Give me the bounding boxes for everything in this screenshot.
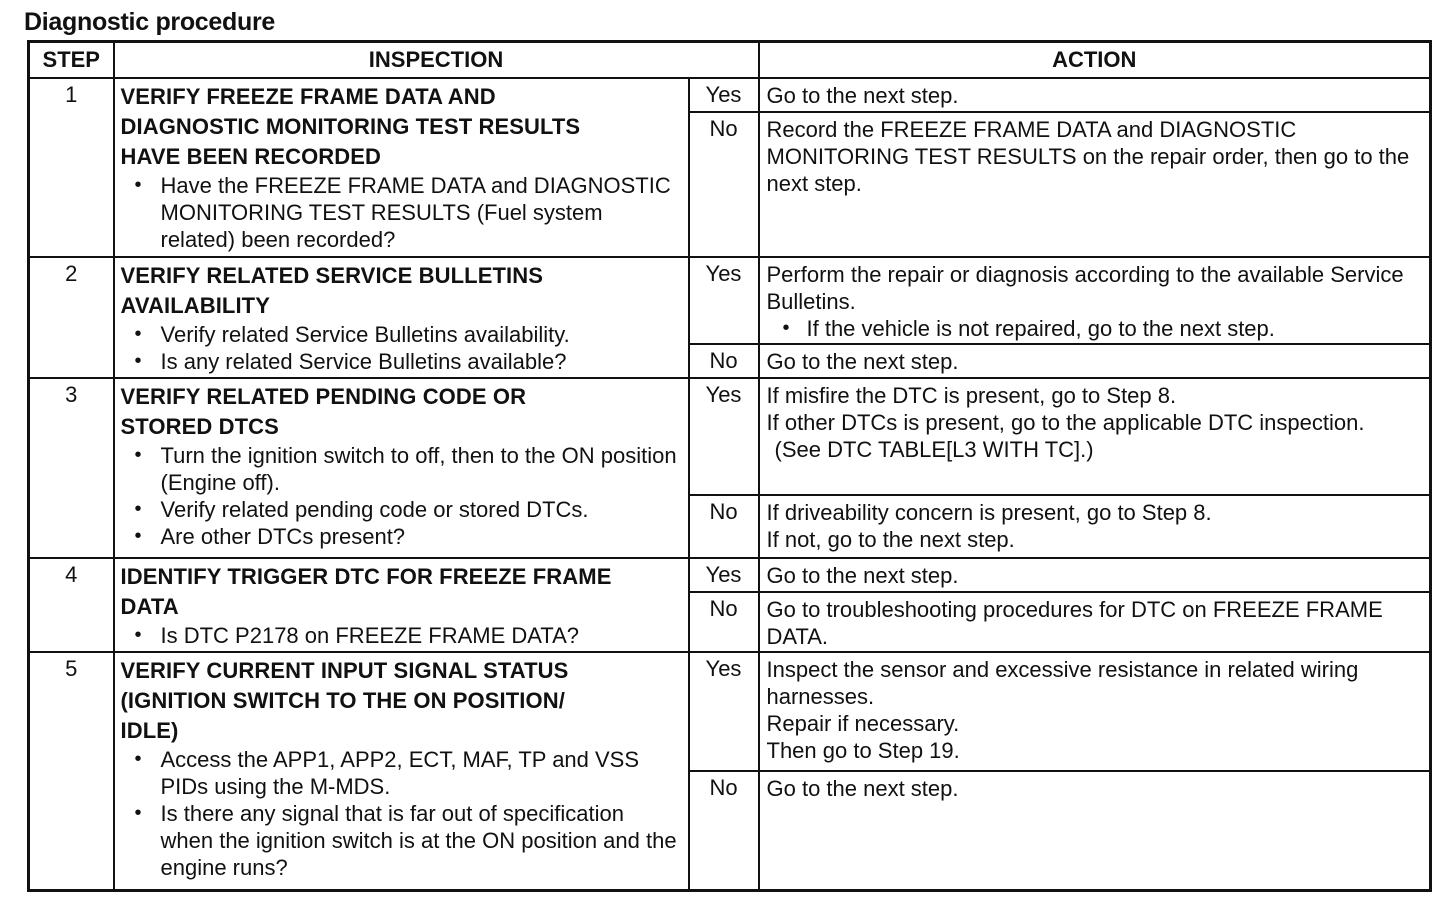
action-line: Go to the next step. — [766, 562, 959, 588]
inspection-title — [121, 656, 682, 746]
inspection-bullets — [121, 172, 682, 253]
inspection-cell — [114, 78, 689, 257]
action-line: If not, go to the next step. — [766, 526, 1015, 552]
inspection-title-line: VERIFY RELATED SERVICE BULLETINS — [120, 262, 543, 288]
inspection-cell — [114, 378, 689, 558]
diagnostic-table — [27, 40, 1432, 892]
table-row — [29, 257, 1431, 344]
action-line: Perform the repair or diagnosis according to the available Service Bulletins. — [766, 261, 1404, 314]
action-note: (See DTC TABLE[L3 WITH TC].) — [774, 437, 1094, 463]
inspection-bullet: • Verify related Service Bulletins availability. — [121, 321, 682, 348]
header-step: STEP — [29, 42, 114, 79]
action-line: Go to the next step. — [766, 348, 959, 374]
inspection-bullets — [121, 321, 682, 375]
no-action — [759, 112, 1431, 256]
yes-action — [759, 78, 1431, 112]
yes-label: Yes — [689, 652, 759, 771]
yes-label: Yes — [689, 378, 759, 495]
inspection-title-line: IDLE) — [120, 718, 179, 744]
no-action — [759, 495, 1431, 558]
page-title: Diagnostic procedure — [24, 8, 275, 36]
inspection-bullet: • Turn the ignition switch to off, then to the ON position (Engine off). — [121, 442, 682, 496]
inspection-bullet: • Is any related Service Bulletins available? — [121, 348, 682, 375]
no-action — [759, 344, 1431, 378]
table-row — [29, 558, 1431, 592]
action-line: Then go to Step 19. — [766, 738, 960, 764]
inspection-title-line: HAVE BEEN RECORDED — [120, 144, 382, 169]
inspection-title-line: VERIFY CURRENT INPUT SIGNAL STATUS — [120, 658, 569, 684]
table-row — [29, 78, 1431, 112]
action-line: Record the FREEZE FRAME DATA and DIAGNOSTIC MONITORING TEST RESULTS on the repair order, then go to the next step. — [766, 117, 1410, 197]
no-action — [759, 771, 1431, 891]
yes-action — [759, 558, 1431, 592]
yes-label: Yes — [689, 558, 759, 592]
action-line: Go to the next step. — [766, 83, 959, 108]
step-number: 4 — [29, 558, 114, 652]
inspection-bullets — [121, 622, 682, 649]
inspection-bullet: • Is DTC P2178 on FREEZE FRAME DATA? — [121, 622, 682, 649]
yes-action — [759, 257, 1431, 344]
inspection-title-line: IDENTIFY TRIGGER DTC FOR FREEZE FRAME — [120, 563, 612, 589]
action-line: Go to troubleshooting procedures for DTC on FREEZE FRAME DATA. — [766, 597, 1383, 650]
yes-action — [759, 652, 1431, 771]
table-row — [29, 652, 1431, 771]
inspection-title-line: AVAILABILITY — [120, 292, 270, 318]
inspection-bullet: • Are other DTCs present? — [121, 523, 682, 550]
header-action: ACTION — [759, 42, 1431, 79]
inspection-bullet: • Have the FREEZE FRAME DATA and DIAGNOSTIC MONITORING TEST RESULTS (Fuel system related) been recorded? — [121, 172, 682, 253]
action-line: If misfire the DTC is present, go to Step 8. — [766, 383, 1177, 409]
inspection-title-line: DATA — [120, 593, 179, 619]
inspection-bullets — [121, 442, 682, 550]
action-line: If other DTCs is present, go to the applicable DTC inspection. — [766, 410, 1365, 436]
inspection-bullet: • Verify related pending code or stored DTCs. — [121, 496, 682, 523]
inspection-title — [121, 261, 682, 321]
inspection-title-line: VERIFY FREEZE FRAME DATA AND — [120, 84, 496, 109]
action-line: If driveability concern is present, go to Step 8. — [766, 499, 1212, 525]
table-body — [29, 78, 1431, 891]
step-number: 1 — [29, 78, 114, 257]
yes-label: Yes — [689, 257, 759, 344]
action-line: Inspect the sensor and excessive resistance in related wiring harnesses. — [766, 657, 1359, 710]
no-label: No — [689, 112, 759, 256]
inspection-bullet: • Access the APP1, APP2, ECT, MAF, TP and VSS PIDs using the M-MDS. — [121, 746, 682, 800]
inspection-title — [121, 82, 682, 172]
inspection-cell — [114, 652, 689, 890]
no-label: No — [689, 344, 759, 378]
inspection-title-line: STORED DTCS — [120, 414, 279, 440]
no-label: No — [689, 771, 759, 891]
yes-label: Yes — [689, 78, 759, 112]
no-label: No — [689, 592, 759, 652]
inspection-bullets — [121, 746, 682, 881]
table-row — [29, 378, 1431, 495]
no-label: No — [689, 495, 759, 558]
inspection-cell — [114, 558, 689, 652]
action-bullet: • If the vehicle is not repaired, go to the next step. — [767, 315, 1424, 342]
step-number: 3 — [29, 378, 114, 558]
inspection-title — [121, 382, 682, 442]
action-line: Go to the next step. — [766, 775, 959, 801]
inspection-title-line: (IGNITION SWITCH TO THE ON POSITION/ — [120, 688, 565, 714]
yes-action — [759, 378, 1431, 495]
inspection-cell — [114, 257, 689, 379]
step-number: 2 — [29, 257, 114, 379]
inspection-bullet: • Is there any signal that is far out of specification when the ignition switch is at the ON position and the engine runs? — [121, 800, 682, 881]
header-inspection: INSPECTION — [114, 42, 759, 79]
step-number: 5 — [29, 652, 114, 890]
action-line: Repair if necessary. — [766, 711, 960, 737]
inspection-title — [121, 562, 682, 622]
table-header-row — [29, 42, 1431, 79]
inspection-title-line: VERIFY RELATED PENDING CODE OR — [120, 384, 527, 410]
no-action — [759, 592, 1431, 652]
inspection-title-line: DIAGNOSTIC MONITORING TEST RESULTS — [120, 114, 581, 139]
